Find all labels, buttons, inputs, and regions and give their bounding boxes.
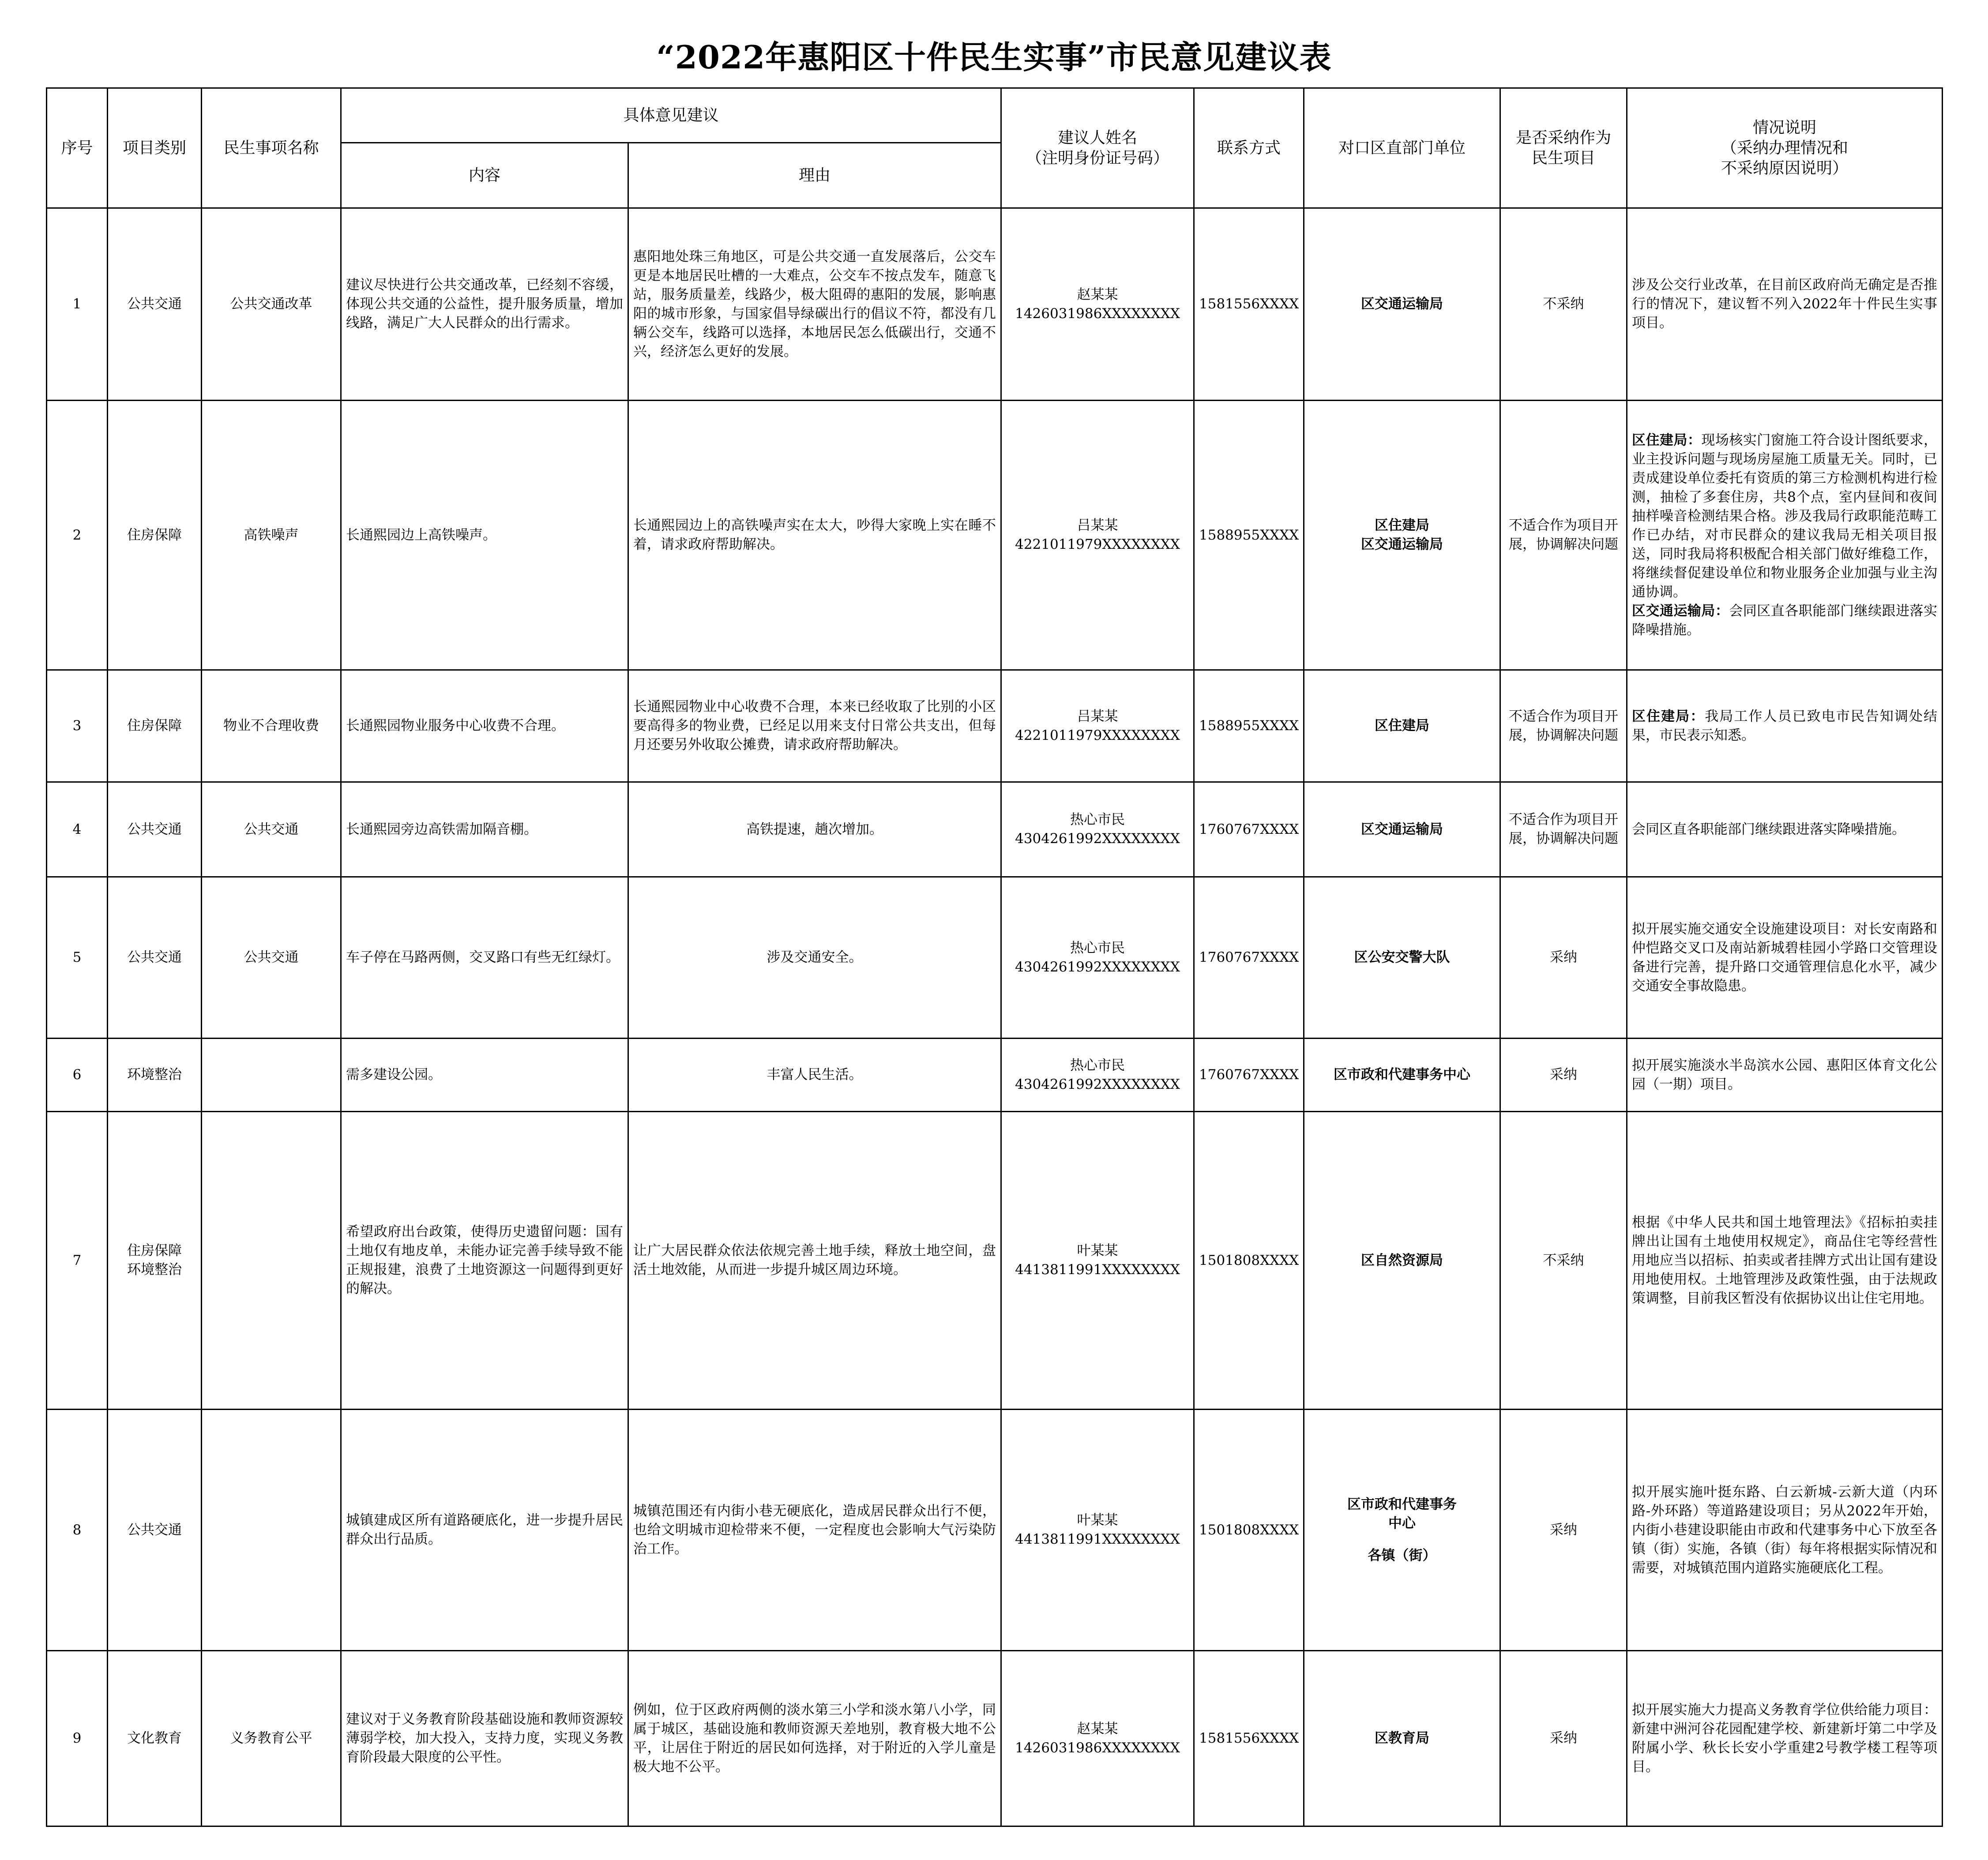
- suggestion-table: [46, 87, 1943, 1827]
- cell-dept: 区公安交警大队: [1304, 877, 1500, 1039]
- proposer-id: 4221011979XXXXXXXX: [1015, 727, 1180, 743]
- cell-category: 公共交通: [108, 782, 202, 877]
- dept-line1: 区市政和代建事务: [1347, 1496, 1457, 1512]
- cell-reason: 例如，位于区政府两侧的淡水第三小学和淡水第八小学，同属于城区，基础设施和教师资源天差地别，教育极大地不公平，让居住于附近的居民如何选择，对于附近的入学儿童是极大地不公平。: [628, 1651, 1001, 1826]
- category-line2: 环境整治: [127, 1262, 182, 1278]
- cell-seq: 4: [47, 782, 108, 877]
- table-row: [47, 1410, 1943, 1651]
- cell-dept: 区自然资源局: [1304, 1112, 1500, 1410]
- table-row: [47, 208, 1943, 401]
- header-item-name: 民生事项名称: [202, 88, 341, 208]
- cell-category: 公共交通: [108, 877, 202, 1039]
- cell-contact: 1760767XXXX: [1194, 1039, 1304, 1112]
- proposer-name: 热心市民: [1070, 812, 1125, 828]
- proposer-name: 吕某某: [1077, 518, 1118, 533]
- cell-seq: 6: [47, 1039, 108, 1112]
- note-heading: 区住建局：: [1632, 432, 1702, 448]
- cell-adopted: 采纳: [1500, 1039, 1627, 1112]
- header-content: 内容: [341, 143, 628, 208]
- proposer-name: 热心市民: [1070, 1057, 1125, 1073]
- cell-dept: [1304, 401, 1500, 670]
- cell-content: 需多建设公园。: [341, 1039, 628, 1112]
- cell-seq: 9: [47, 1651, 108, 1826]
- cell-content: 长通熙园物业服务中心收费不合理。: [341, 670, 628, 782]
- cell-reason: 高铁提速，趟次增加。: [628, 782, 1001, 877]
- cell-contact: 1588955XXXX: [1194, 670, 1304, 782]
- proposer-id: 4304261992XXXXXXXX: [1015, 831, 1180, 847]
- cell-dept: 区交通运输局: [1304, 208, 1500, 401]
- cell-dept: 区交通运输局: [1304, 782, 1500, 877]
- header-adopted-line2: 民生项目: [1532, 149, 1596, 167]
- proposer-id: 4221011979XXXXXXXX: [1015, 536, 1180, 552]
- cell-proposer: [1001, 208, 1194, 401]
- cell-reason: 涉及交通安全。: [628, 877, 1001, 1039]
- cell-proposer: [1001, 782, 1194, 877]
- cell-note: 根据《中华人民共和国土地管理法》《招标拍卖挂牌出让国有土地使用权规定》，商品住宅等经营性用地应当以招标、拍卖或者挂牌方式出让国有建设用地使用权。土地管理涉及政策性强，由于法规政策调整，目前我区暂没有依据协议出让住宅用地。: [1627, 1112, 1943, 1410]
- header-seq: 序号: [47, 88, 108, 208]
- cell-seq: 8: [47, 1410, 108, 1651]
- cell-reason: 长通熙园边上的高铁噪声实在太大，吵得大家晚上实在睡不着，请求政府帮助解决。: [628, 401, 1001, 670]
- cell-content: 长通熙园边上高铁噪声。: [341, 401, 628, 670]
- cell-content: 车子停在马路两侧，交叉路口有些无红绿灯。: [341, 877, 628, 1039]
- cell-seq: 7: [47, 1112, 108, 1410]
- table-row: [47, 1651, 1943, 1826]
- table-row: [47, 670, 1943, 782]
- cell-adopted: 采纳: [1500, 1651, 1627, 1826]
- table-row: [47, 877, 1943, 1039]
- proposer-id: 4304261992XXXXXXXX: [1015, 1076, 1180, 1092]
- cell-note: 拟开展实施淡水半岛滨水公园、惠阳区体育文化公园（一期）项目。: [1627, 1039, 1943, 1112]
- header-adopted: [1500, 88, 1627, 208]
- cell-content: 希望政府出台政策，使得历史遗留问题：国有土地仅有地皮单，未能办证完善手续导致不能正规报建，浪费了土地资源这一问题得到更好的解决。: [341, 1112, 628, 1410]
- cell-contact: 1501808XXXX: [1194, 1410, 1304, 1651]
- cell-proposer: [1001, 877, 1194, 1039]
- cell-item-name: [202, 1112, 341, 1410]
- cell-category: [108, 1112, 202, 1410]
- cell-category: 环境整治: [108, 1039, 202, 1112]
- cell-item-name: 物业不合理收费: [202, 670, 341, 782]
- header-note-line2: （采纳办理情况和: [1721, 139, 1849, 157]
- header-reason: 理由: [628, 143, 1001, 208]
- cell-item-name: [202, 1410, 341, 1651]
- cell-content: 城镇建成区所有道路硬底化，进一步提升居民群众出行品质。: [341, 1410, 628, 1651]
- cell-proposer: [1001, 1112, 1194, 1410]
- dept-line2: 中心: [1388, 1515, 1416, 1531]
- proposer-id: 1426031986XXXXXXXX: [1015, 1740, 1180, 1756]
- cell-seq: 3: [47, 670, 108, 782]
- header-contact: 联系方式: [1194, 88, 1304, 208]
- cell-reason: 让广大居民群众依法依规完善土地手续，释放土地空间，盘活土地效能，从而进一步提升城区周边环境。: [628, 1112, 1001, 1410]
- cell-dept: 区市政和代建事务中心: [1304, 1039, 1500, 1112]
- proposer-name: 热心市民: [1070, 940, 1125, 956]
- cell-proposer: [1001, 1651, 1194, 1826]
- proposer-id: 4304261992XXXXXXXX: [1015, 959, 1180, 975]
- cell-item-name: 公共交通: [202, 877, 341, 1039]
- cell-item-name: [202, 1039, 341, 1112]
- cell-note: 拟开展实施交通安全设施建设项目：对长安南路和仲恺路交叉口及南站新城碧桂园小学路口交管理设备进行完善，提升路口交通管理信息化水平，减少交通安全事故隐患。: [1627, 877, 1943, 1039]
- note-heading: 区住建局：: [1632, 708, 1705, 724]
- dept-line3: 各镇（街）: [1368, 1547, 1436, 1564]
- note-body: 我局工作人员已致电市民告知调处结果，市民表示知悉。: [1632, 708, 1938, 743]
- proposer-name: 叶某某: [1077, 1512, 1118, 1528]
- cell-note: 拟开展实施大力提高义务教育学位供给能力项目：新建中洲河谷花园配建学校、新建新圩第二中学及附属小学、秋长长安小学重建2号教学楼工程等项目。: [1627, 1651, 1943, 1826]
- cell-proposer: [1001, 1410, 1194, 1651]
- cell-adopted: 不采纳: [1500, 1112, 1627, 1410]
- cell-seq: 2: [47, 401, 108, 670]
- cell-category: 住房保障: [108, 670, 202, 782]
- cell-contact: 1760767XXXX: [1194, 877, 1304, 1039]
- header-proposer-line1: 建议人姓名: [1058, 128, 1138, 147]
- header-adopted-line1: 是否采纳作为: [1516, 128, 1612, 147]
- cell-reason: 长通熙园物业中心收费不合理，本来已经收取了比别的小区要高得多的物业费，已经足以用来支付日常公共支出，但每月还要另外收取公摊费，请求政府帮助解决。: [628, 670, 1001, 782]
- cell-note: 会同区直各职能部门继续跟进落实降噪措施。: [1627, 782, 1943, 877]
- cell-item-name: 义务教育公平: [202, 1651, 341, 1826]
- cell-content: 建议对于义务教育阶段基础设施和教师资源较薄弱学校，加大投入，支持力度，实现义务教育阶段最大限度的公平性。: [341, 1651, 628, 1826]
- cell-item-name: 公共交通: [202, 782, 341, 877]
- cell-note: [1627, 670, 1943, 782]
- cell-adopted: 不适合作为项目开展，协调解决问题: [1500, 782, 1627, 877]
- cell-contact: 1760767XXXX: [1194, 782, 1304, 877]
- header-note-line1: 情况说明: [1753, 118, 1817, 137]
- cell-category: 文化教育: [108, 1651, 202, 1826]
- cell-seq: 5: [47, 877, 108, 1039]
- header-note-line3: 不采纳原因说明）: [1721, 159, 1849, 177]
- cell-note: 涉及公交行业改革，在目前区政府尚无确定是否推行的情况下，建议暂不列入2022年十件民生实事项目。: [1627, 208, 1943, 401]
- cell-note: 拟开展实施叶挺东路、白云新城-云新大道（内环路-外环路）等道路建设项目；另从2022年开始，内街小巷建设职能由市政和代建事务中心下放至各镇（街）实施，各镇（街）每年将根据实际情况和需要，对城镇范围内道路实施硬底化工程。: [1627, 1410, 1943, 1651]
- cell-item-name: 公共交通改革: [202, 208, 341, 401]
- proposer-name: 叶某某: [1077, 1243, 1118, 1259]
- cell-contact: 1501808XXXX: [1194, 1112, 1304, 1410]
- proposer-name: 赵某某: [1077, 286, 1118, 303]
- cell-adopted: 不采纳: [1500, 208, 1627, 401]
- cell-seq: 1: [47, 208, 108, 401]
- header-dept: 对口区直部门单位: [1304, 88, 1500, 208]
- cell-category: 公共交通: [108, 1410, 202, 1651]
- note-body: 现场核实门窗施工符合设计图纸要求，业主投诉问题与现场房屋施工质量无关。同时，已责成建设单位委托有资质的第三方检测机构进行检测，抽检了多套住房，共8个点，室内昼间和夜间抽样噪音检测结果合格。涉及我局行政职能范畴工作已办结，对市民群众的建议我局无相关项目报送，同时我局将积极配合相关部门做好维稳工作，将继续督促建设单位和物业服务企业加强与业主沟通协调。: [1632, 432, 1938, 600]
- cell-dept: [1304, 1410, 1500, 1651]
- cell-contact: 1588955XXXX: [1194, 401, 1304, 670]
- dept-line2: 区交通运输局: [1361, 536, 1443, 552]
- header-proposer: [1001, 88, 1194, 208]
- cell-reason: 惠阳地处珠三角地区，可是公共交通一直发展落后，公交车更是本地居民吐槽的一大难点，公交车不按点发车，随意飞站，服务质量差，线路少，极大阻碍的惠阳的发展，影响惠阳的城市形象，与国家倡导绿碳出行的倡议不符，都没有几辆公交车，线路可以选择，本地居民怎么低碳出行，交通不兴，经济怎么更好的发展。: [628, 208, 1001, 401]
- table-row: [47, 782, 1943, 877]
- proposer-id: 4413811991XXXXXXXX: [1015, 1531, 1180, 1547]
- cell-adopted: 不适合作为项目开展，协调解决问题: [1500, 401, 1627, 670]
- cell-contact: 1581556XXXX: [1194, 1651, 1304, 1826]
- table-row: [47, 401, 1943, 670]
- header-opinion-group: 具体意见建议: [341, 88, 1001, 143]
- cell-reason: 城镇范围还有内街小巷无硬底化，造成居民群众出行不便，也给文明城市迎检带来不便，一定程度也会影响大气污染防治工作。: [628, 1410, 1001, 1651]
- cell-dept: 区住建局: [1304, 670, 1500, 782]
- header-proposer-line2: （注明身份证号码）: [1026, 149, 1169, 167]
- cell-note: [1627, 401, 1943, 670]
- header-note: [1627, 88, 1943, 208]
- proposer-id: 4413811991XXXXXXXX: [1015, 1262, 1180, 1278]
- cell-content: 长通熙园旁边高铁需加隔音棚。: [341, 782, 628, 877]
- proposer-name: 吕某某: [1077, 708, 1118, 724]
- dept-line1: 区住建局: [1375, 518, 1430, 533]
- cell-category: 住房保障: [108, 401, 202, 670]
- cell-contact: 1581556XXXX: [1194, 208, 1304, 401]
- cell-proposer: [1001, 401, 1194, 670]
- cell-item-name: 高铁噪声: [202, 401, 341, 670]
- table-row: [47, 1112, 1943, 1410]
- proposer-name: 赵某某: [1077, 1721, 1118, 1737]
- proposer-id: 1426031986XXXXXXXX: [1015, 305, 1180, 322]
- page-title: “2022年惠阳区十件民生实事”市民意见建议表: [656, 38, 1332, 76]
- cell-dept: 区教育局: [1304, 1651, 1500, 1826]
- cell-adopted: 采纳: [1500, 877, 1627, 1039]
- header-category: 项目类别: [108, 88, 202, 208]
- table-row: [47, 1039, 1943, 1112]
- cell-category: 公共交通: [108, 208, 202, 401]
- cell-adopted: 采纳: [1500, 1410, 1627, 1651]
- cell-proposer: [1001, 670, 1194, 782]
- cell-content: 建议尽快进行公共交通改革，已经刻不容缓，体现公共交通的公益性，提升服务质量，增加线路，满足广大人民群众的出行需求。: [341, 208, 628, 401]
- category-line1: 住房保障: [127, 1243, 182, 1259]
- note-body: 会同区直各职能部门继续跟进落实降噪措施。: [1632, 603, 1938, 638]
- cell-proposer: [1001, 1039, 1194, 1112]
- note-heading: 区交通运输局：: [1632, 603, 1729, 619]
- cell-reason: 丰富人民生活。: [628, 1039, 1001, 1112]
- cell-adopted: 不适合作为项目开展，协调解决问题: [1500, 670, 1627, 782]
